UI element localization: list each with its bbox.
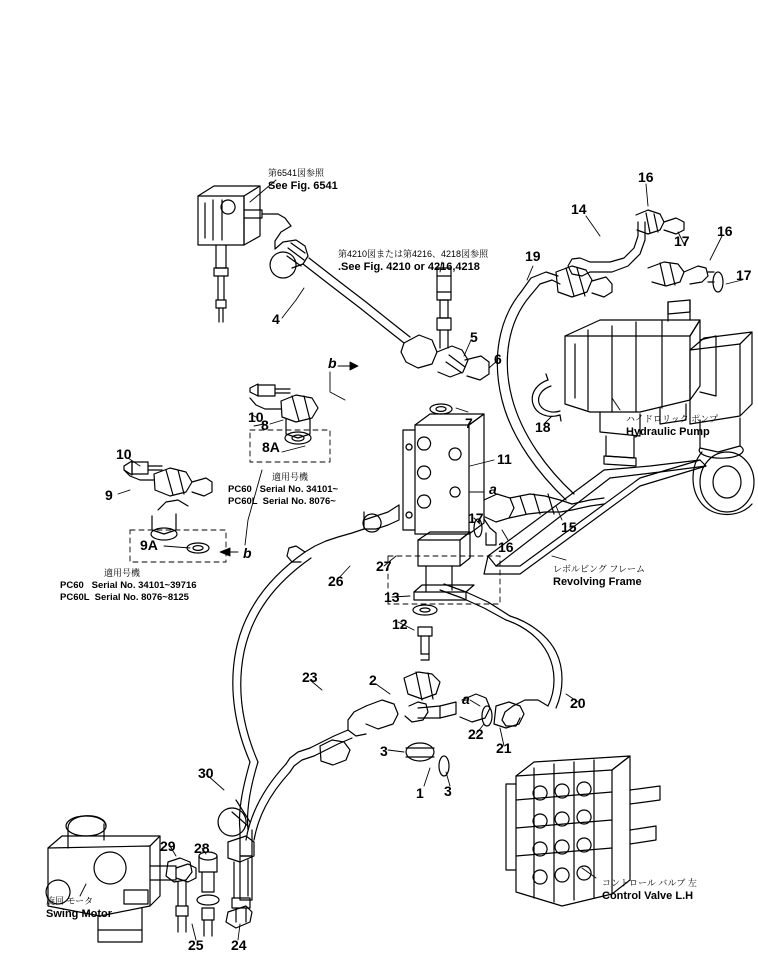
callout-30: 30: [198, 765, 214, 781]
callout-17-b: 17: [736, 267, 752, 283]
callout-11: 11: [497, 451, 512, 467]
leader-lines: [80, 180, 742, 940]
serial-lower-line-2: PC60L Serial No. 8076~8125: [60, 592, 189, 603]
callout-3-a: 3: [380, 743, 388, 759]
note-4210-en: .See Fig. 4210 or 4216,4218: [338, 261, 480, 273]
callout-17-c: 17: [468, 510, 484, 526]
note-6541-en: See Fig. 6541: [268, 180, 338, 192]
callout-24: 24: [231, 937, 247, 953]
swing-motor: [46, 816, 196, 942]
callout-10-lower: 10: [116, 446, 132, 462]
hose-19: [497, 266, 612, 500]
note-6541-jp: 第6541図参照: [268, 168, 325, 178]
callout-9a: 9A: [140, 537, 158, 553]
callout-7: 7: [465, 415, 473, 431]
callout-17-a: 17: [674, 233, 690, 249]
serial-upper-line-1: PC60 Serial No. 34101~: [228, 484, 339, 495]
connector-5: [437, 268, 451, 348]
callout-12: 12: [392, 616, 408, 632]
callout-21: 21: [496, 740, 512, 756]
serial-lower-jp: 適用号機: [104, 568, 141, 578]
note-4210-jp: 第4210図または第4216、4218図参照: [338, 249, 489, 259]
caption-swing-motor-en: Swing Motor: [46, 908, 112, 920]
caption-swing-motor-jp: 旋回 モータ: [46, 896, 94, 906]
serial-upper-jp: 適用号機: [272, 472, 309, 482]
revolving-frame: [484, 460, 706, 574]
callout-15: 15: [561, 519, 577, 535]
callout-3-b: 3: [444, 783, 452, 799]
caption-hydraulic-pump-jp: ハイドロリック ポンプ: [626, 414, 719, 424]
upper-valve-block: [198, 186, 262, 322]
letter-a-manifold: a: [489, 481, 497, 497]
bracket-13-12: [413, 532, 474, 660]
callout-16-a: 16: [638, 169, 654, 185]
callout-29: 29: [160, 838, 176, 854]
callout-8: 8: [261, 417, 269, 433]
caption-hydraulic-pump-en: Hydraulic Pump: [626, 426, 710, 438]
callout-16-c: 16: [498, 539, 514, 555]
callout-5: 5: [470, 329, 478, 345]
callout-25: 25: [188, 937, 204, 953]
hydraulic-pump: [565, 300, 754, 515]
callout-22: 22: [468, 726, 484, 742]
callout-2: 2: [369, 672, 377, 688]
serial-lower-line-1: PC60 Serial No. 34101~39716: [60, 580, 197, 591]
clamp-18: [532, 374, 561, 421]
caption-control-valve-jp: コントロール バルブ 左: [602, 878, 697, 888]
callout-4: 4: [272, 311, 280, 327]
letter-a-lower: a: [462, 691, 470, 707]
bottom-fittings: [166, 836, 254, 936]
callout-9: 9: [105, 487, 113, 503]
hose-4: [262, 214, 410, 343]
caption-control-valve-en: Control Valve L.H: [602, 890, 694, 902]
serial-upper-line-2: PC60L Serial No. 8076~: [228, 496, 336, 507]
callout-8a: 8A: [262, 439, 280, 455]
callout-14: 14: [571, 201, 587, 217]
callout-20: 20: [570, 695, 586, 711]
callout-13: 13: [384, 589, 400, 605]
left-small-parts: [124, 384, 318, 553]
caption-revolving-frame-jp: レボルビング フレーム: [553, 564, 645, 574]
hose-23-30: [218, 740, 350, 900]
callout-26: 26: [328, 573, 344, 589]
fitting-15-16-17: [474, 494, 604, 545]
callout-1: 1: [416, 785, 424, 801]
hose-26-27: [233, 505, 399, 762]
letter-b-upper: b: [328, 355, 337, 371]
callout-23: 23: [302, 669, 318, 685]
fitting-6-7: [401, 335, 489, 414]
callout-19: 19: [525, 248, 541, 264]
callout-16-b: 16: [717, 223, 733, 239]
callout-27: 27: [376, 558, 392, 574]
letter-b-lower: b: [243, 545, 252, 561]
callout-10-upper: 10: [248, 409, 264, 425]
callout-6: 6: [494, 351, 502, 367]
callout-28: 28: [194, 840, 210, 856]
caption-revolving-frame-en: Revolving Frame: [553, 576, 642, 588]
callout-18: 18: [535, 419, 551, 435]
